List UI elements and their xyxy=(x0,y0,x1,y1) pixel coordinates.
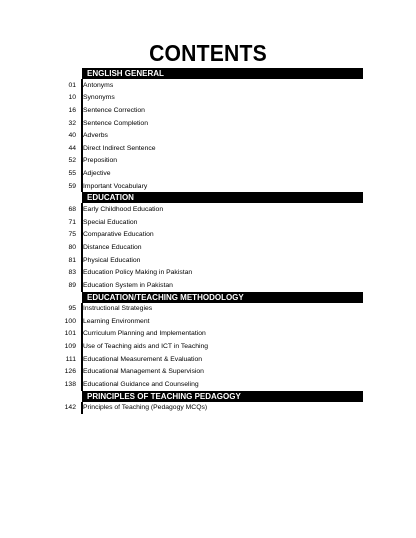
section-entries xyxy=(58,303,363,391)
page-number: 138 xyxy=(64,380,76,388)
toc-entry xyxy=(58,180,363,193)
section-heading: ENGLISH GENERAL xyxy=(82,68,363,79)
toc-entry xyxy=(58,402,363,415)
vertical-rule xyxy=(81,203,83,291)
entry-title: Synonyms xyxy=(83,94,115,102)
entry-title: Education System in Pakistan xyxy=(83,281,173,289)
toc-entry xyxy=(58,254,363,267)
page-number: 89 xyxy=(68,281,76,289)
toc-entry xyxy=(58,315,363,328)
entry-title: Educational Management & Supervision xyxy=(83,368,204,376)
toc-entry xyxy=(58,378,363,391)
section-entries xyxy=(58,203,363,291)
entry-title: Comparative Education xyxy=(83,231,154,239)
entry-title: Adverbs xyxy=(83,132,108,140)
page-number: 111 xyxy=(65,355,76,363)
toc-entry xyxy=(58,353,363,366)
entry-title: Educational Measurement & Evaluation xyxy=(83,355,203,363)
page-number: 68 xyxy=(68,206,76,214)
vertical-rule xyxy=(81,303,83,391)
page-number: 101 xyxy=(64,330,76,338)
page-number: 52 xyxy=(68,157,76,165)
toc-entry xyxy=(58,328,363,341)
toc-entry xyxy=(58,92,363,105)
entry-title: Preposition xyxy=(83,157,118,165)
toc-entry xyxy=(58,216,363,229)
toc-entry xyxy=(58,167,363,180)
entry-title: Important Vocabulary xyxy=(83,182,148,190)
entry-title: Educational Guidance and Counseling xyxy=(83,380,199,388)
vertical-rule xyxy=(81,402,83,415)
page-number: 142 xyxy=(64,404,76,412)
page-number: 16 xyxy=(68,106,76,114)
toc-entry xyxy=(58,155,363,168)
page-number: 44 xyxy=(68,144,76,152)
entry-title: Physical Education xyxy=(83,256,141,264)
toc-entry xyxy=(58,365,363,378)
entry-title: Sentence Completion xyxy=(83,119,148,127)
page-number: 126 xyxy=(64,368,76,376)
page-number: 80 xyxy=(68,243,76,251)
page-number: 81 xyxy=(68,256,76,264)
toc-entry xyxy=(58,303,363,316)
entry-title: Instructional Strategies xyxy=(83,305,153,313)
entry-title: Antonyms xyxy=(83,81,114,89)
entry-title: Distance Education xyxy=(83,243,142,251)
page-number: 75 xyxy=(68,231,76,239)
page-number: 01 xyxy=(68,81,76,89)
page-number: 109 xyxy=(64,343,76,351)
entry-title: Use of Teaching aids and ICT in Teaching xyxy=(83,343,209,351)
entry-title: Early Childhood Education xyxy=(83,206,164,214)
toc-entry xyxy=(58,279,363,292)
section-heading: EDUCATION xyxy=(82,192,363,203)
entry-title: Principles of Teaching (Pedagogy MCQs) xyxy=(83,404,208,412)
toc-entry xyxy=(58,104,363,117)
toc-entry xyxy=(58,79,363,92)
toc-entry xyxy=(58,203,363,216)
page-number: 55 xyxy=(68,169,76,177)
entry-title: Curriculum Planning and Implementation xyxy=(83,330,206,338)
entry-title: Direct Indirect Sentence xyxy=(83,144,156,152)
page-number: 40 xyxy=(68,132,76,140)
entry-title: Learning Environment xyxy=(83,317,150,325)
section-heading: EDUCATION/TEACHING METHODOLOGY xyxy=(82,292,363,303)
page-number: 83 xyxy=(68,269,76,277)
section-heading: PRINCIPLES OF TEACHING PEDAGOGY xyxy=(82,391,363,402)
table-of-contents xyxy=(58,68,363,414)
entry-title: Adjective xyxy=(83,169,111,177)
page-number: 32 xyxy=(68,119,76,127)
toc-entry xyxy=(58,129,363,142)
page-number: 10 xyxy=(68,94,76,102)
page-title: CONTENTS xyxy=(149,40,267,66)
toc-entry xyxy=(58,117,363,130)
page-number: 59 xyxy=(68,182,76,190)
page-number: 71 xyxy=(68,218,76,226)
toc-entry xyxy=(58,142,363,155)
section-entries xyxy=(58,402,363,415)
toc-entry xyxy=(58,340,363,353)
toc-entry xyxy=(58,241,363,254)
page-number: 95 xyxy=(68,305,76,313)
page-number: 100 xyxy=(64,317,76,325)
vertical-rule xyxy=(81,79,83,192)
toc-entry xyxy=(58,266,363,279)
entry-title: Sentence Correction xyxy=(83,106,145,114)
toc-entry xyxy=(58,229,363,242)
entry-title: Special Education xyxy=(83,218,138,226)
entry-title: Education Policy Making in Pakistan xyxy=(83,269,193,277)
section-entries xyxy=(58,79,363,192)
